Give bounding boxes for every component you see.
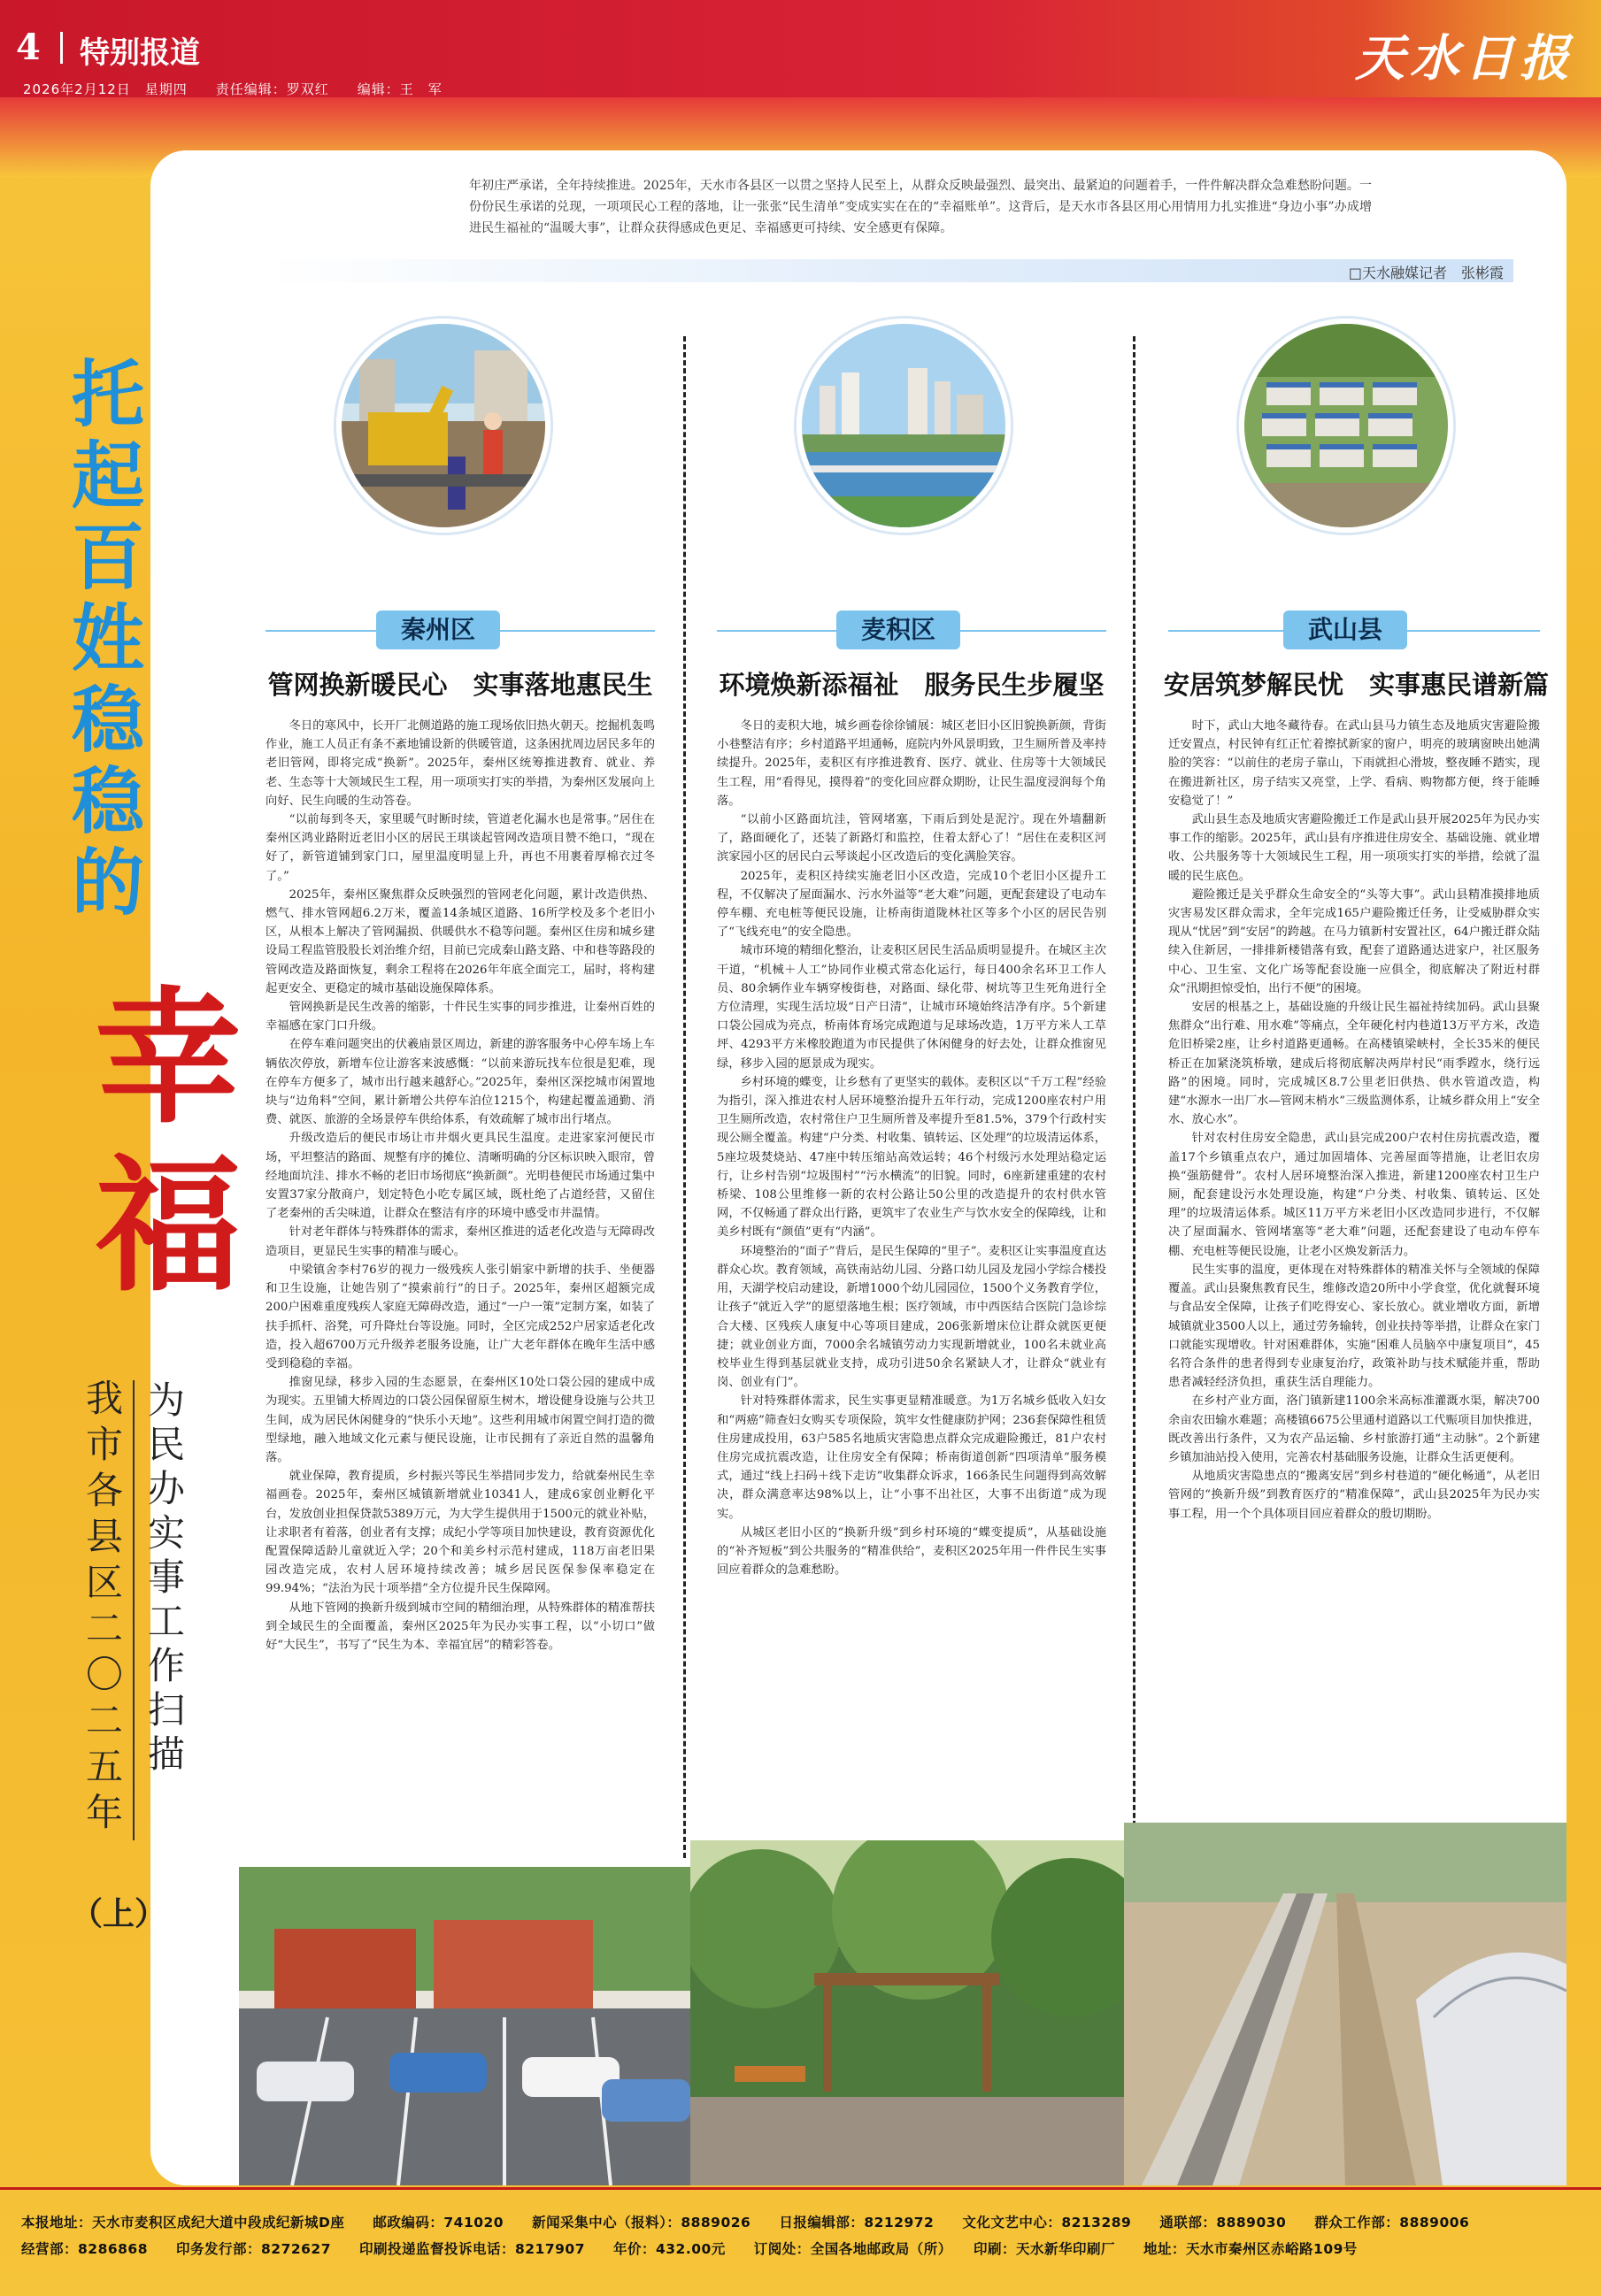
subtitle-right: 为民办实事工作扫描 <box>147 1378 185 1776</box>
photo-resettlement-village <box>1239 319 1453 533</box>
paragraph: 民生实事的温度，更体现在对特殊群体的精准关怀与全领域的保障覆盖。武山县聚焦教育民生，维修改造20所中小学食堂，优化就餐环境与食品安全保障，让孩子们吃得安心、家长放心。就业增收方面，新增城镇就业3500人以上，通过劳务输转，创业扶持等举措，让群众在家门口就能实现增收。针对困难群体，实施“困难人员脑卒中康复项目”，45名符合条件的患者得到专业康复治疗，政策补助与技术赋能并重，帮助患者减轻经济负担，重获生活自理能力。 <box>1168 1263 1540 1390</box>
paragraph: 乡村环境的蝶变，让乡愁有了更坚实的载体。麦积区以“千万工程”经验为指引，深入推进农村人居环境整治提升五年行动，完成1200座农村户用卫生厕所改造，农村常住户卫生厕所普及率提升至81.5%，379个行政村实现公厕全覆盖。构建“户分类、村收集、镇转运、区处理”的垃圾清运体系，5座垃圾焚烧站、47座中转压缩站高效运转；46个村级污水处理站稳定运行，让乡村告别“垃圾围村”“污水横流”的旧貌。同时，6座新建重建的农村桥梁、108公里维修一新的农村公路让50公里的改造提升的农村供水管网，不仅畅通了群众出行路，更筑牢了农业生产与饮水安全的保障线，让和美乡村既有“颜值”更有“内涵”。 <box>717 1075 1106 1240</box>
article-title: 管网换新暖民心 实事落地惠民生 <box>267 670 653 700</box>
byline-bar <box>266 259 1513 282</box>
vertical-headline: 托起百姓稳稳的 <box>71 352 144 925</box>
paragraph: 就业保障，教育提质，乡村振兴等民生举措同步发力，给就秦州民生幸福画卷。2025年，秦州区城镇新增就业10341人，建成6家创业孵化平台，发放创业担保贷款5389万元，为大学生提供用于1500元的就业补贴，让求职者有着落，创业者有支撑；成纪小学等项目加快建设，教育资源优化配置保障适龄儿童就近入学；20个和美乡村示范村建成，118万亩老旧果园改造完成，农村人居环境持续改善；城乡居民医保参保率稳定在99.94%；“法治为民十项举措”全方位提升民生保障网。 <box>266 1470 655 1596</box>
paragraph: 冬日的麦积大地，城乡画卷徐徐铺展：城区老旧小区旧貌换新颜，背街小巷整洁有序；乡村道路平坦通畅，庭院内外风景明致，卫生厕所普及率持续提升。2025年，麦积区有序推进教育、医疗、就业、住房等十大领域民生工程，用“看得见，摸得着”的变化回应群众期盼，让民生温度浸润每个角落。 <box>717 719 1106 808</box>
region-tab-wushan: 武山县 <box>1283 610 1407 649</box>
photo-pipe-construction <box>336 319 550 533</box>
paragraph: 针对老年群体与特殊群体的需求，秦州区推进的适老化改造与无障碍改造项目，更显民生实事的精准与暖心。 <box>266 1225 655 1258</box>
article-body-wushan <box>1168 717 1540 1849</box>
paragraph: 针对特殊群体需求，民生实事更显精准暖意。为1万名城乡低收入妇女和“两癌”筛查妇女购买专项保险，筑牢女性健康防护网；236套保障性租赁住房建成投用，63户585名地质灾害隐患点群众完成避险搬迁，81户农村住房完成抗震改造，让住房安全有保障；桥南街道创新“四项清单”服务模式，通过“线上扫码＋线下走访”收集群众诉求，166条民生问题得到高效解决，群众满意率达98%以上，让“小事不出社区，大事不出街道”成为现实。 <box>717 1394 1106 1521</box>
paragraph: 管网换新是民生改善的缩影，十件民生实事的同步推进，让秦州百姓的幸福感在家门口升级。 <box>266 1001 655 1033</box>
photo-irrigation-canal <box>1124 1823 1566 2185</box>
article-title: 安居筑梦解民忧 实事惠民谱新篇 <box>1164 670 1550 700</box>
paragraph: 推窗见绿，移步入园的生态愿景，在秦州区10处口袋公园的建成中成为现实。五里铺大桥周边的口袋公园保留原生树木，增设健身设施与公共卫生间，成为居民休闲健身的“快乐小天地”。这些利用城市闲置空间打造的微型绿地，融入地域文化元素与便民设施，让市民拥有了亲近自然的温馨角落。 <box>266 1376 655 1464</box>
headline-happiness: 幸福 <box>95 971 242 1311</box>
article-body-maiji <box>717 717 1106 1849</box>
region-tab-qinzhou: 秦州区 <box>376 610 500 649</box>
paragraph: 针对农村住房安全隐患，武山县完成200户农村住房抗震改造，覆盖17个乡镇重点农户，通过加固墙体、完善屋面等措施，让老旧农房换“强筋健骨”。农村人居环境整治深入推进，新建1200座农村卫生户厕，配套建设污水处理设施，构建“户分类、村收集、镇转运、区处理”的垃圾清运体系。城区11万平方米老旧小区改造同步进行，不仅解决了屋面漏水、管网堵塞等“老大难”问题，还配套建设了电动车停车棚、充电桩等便民设施，让老小区焕发新活力。 <box>1168 1132 1540 1258</box>
byline: □天水融媒记者 张彬霞 <box>1348 265 1504 281</box>
paragraph: 安居的根基之上，基础设施的升级让民生福祉持续加码。武山县聚焦群众“出行难、用水难”等痛点，全年硬化村内巷道13万平方米，改造危旧桥梁2座，让乡村道路更通畅。在高楼镇梁峡村，全长35米的便民桥正在加紧浇筑桥墩，建成后将彻底解决两岸村民“雨季蹚水，绕行远路”的困境。同时，完成城区8.7公里老旧供热、供水管道改造，构建“水源水一出厂水—管网末梢水”三级监测体系，让城乡群众用上“安全水、放心水”。 <box>1168 1001 1540 1127</box>
paragraph: “以前小区路面坑洼，管网堵塞，下雨后到处是泥泞。现在外墙翻新了，路面硬化了，还装了新路灯和监控，住着太舒心了！”居住在麦积区河滨家园小区的居民白云琴谈起小区改造后的变化满脸笑容。 <box>717 813 1106 864</box>
paragraph: 在停车难问题突出的伏羲庙景区周边，新建的游客服务中心停车场上车辆依次停放，新增车位让游客来波感慨：“以前来游玩找车位很是犯难，现在停车方便多了，城市出行越来越舒心。”2025年，秦州区深挖城市闲置地块与“边角料”空间，累计新增公共停车泊位1215个，构建起覆盖通勤、消费、就医、旅游的全场景停车供给体系，有效疏解了城市出行堵点。 <box>266 1038 655 1127</box>
date-editor-line: 2026年2月12日 星期四 责任编辑：罗双红 编辑：王 军 <box>23 81 443 97</box>
article-title: 环境焕新添福祉 服务民生步履坚 <box>719 670 1105 700</box>
header-divider <box>60 32 63 64</box>
paragraph: 2025年，秦州区聚焦群众反映强烈的管网老化问题，累计改造供热、燃气、排水管网超6.2万米，覆盖14条城区道路、16所学校及多个老旧小区，从根本上解决了管网漏损、供暖供水不稳等问题。秦州区住房和城乡建设局工程监管股股长刘治维介绍，目前已完成秦山路支路、中和巷等路段的管网改造及路面恢复，剩余工程将在2026年年底全面完工，届时，将构建起更安全、更稳定的城市基础设施保障体系。 <box>266 887 655 995</box>
paragraph: 在乡村产业方面，洛门镇新建1100余米高标准灌溉水渠，解决700余亩农田输水难题；高楼镇6675公里通村道路以工代赈项目加快推进，既改善出行条件，又为农产品运输、乡村旅游打通“主动脉”。2个新建乡镇加油站投入使用，完善农村基础服务设施，让群众生活更便利。 <box>1168 1394 1540 1464</box>
part-label: （上） <box>71 1896 167 1932</box>
photo-parking-lot <box>239 1867 690 2185</box>
subtitle-left: 我市各县区二〇二五年 <box>85 1377 123 1834</box>
article-body-qinzhou <box>266 717 655 1849</box>
page-number: 4 <box>16 27 41 68</box>
paragraph: 武山县生态及地质灾害避险搬迁工作是武山县开展2025年为民办实事工作的缩影。2025年，武山县有序推进住房安全、基础设施、就业增收、公共服务等十大领域民生工程，用一项项实打实的举措，绘就了温暖的民生底色。 <box>1168 813 1540 883</box>
subtitle-divider <box>133 1380 135 1840</box>
paragraph: 中梁镇舍李村76岁的视力一级残疾人张引娟家中新增的扶手、坐便器和卫生设施，让她告别了“摸索前行”的日子。2025年，秦州区超额完成200户困难重度残疾人家庭无障碍改造，通过“一户一策”定制方案，如装了扶手抓杆、浴凳，可升降灶台等设施。同时，全区完成252户居家适老化改造，投入超6700万元升级养老服务设施，让广大老年群体在晚年生活中感受到稳稳的幸福。 <box>266 1263 655 1371</box>
paragraph: 升级改造后的便民市场让市井烟火更具民生温度。走进家家河便民市场，平坦整洁的路面、规整有序的摊位、清晰明确的分区标识映入眼帘，曾经地面坑洼、排水不畅的老旧市场彻底“换新颜”。光明巷便民市场通过集中安置37家分散商户，划定特色小吃专属区域，既杜绝了占道经营，又留住了老秦州的舌尖味道，让群众在整洁有序的环境中感受市井温情。 <box>266 1132 655 1221</box>
paragraph: 避险搬迁是关乎群众生命安全的“头等大事”。武山县精准摸排地质灾害易发区群众需求，全年完成165户避险搬迁任务，让受威胁群众实现从“忧居”到“安居”的跨越。在马力镇新村安置社区，64户搬迁群众陆续入住新居，一排排新楼错落有致，配套了道路通达进家户，社区服务中心、卫生室、文化广场等配套设施一应俱全，彻底解决了附近村群众“汛期担惊受怕，出行不便”的困境。 <box>1168 887 1540 995</box>
photo-city-river <box>797 319 1011 533</box>
paragraph: 冬日的寒风中，长开厂北侧道路的施工现场依旧热火朝天。挖掘机轰鸣作业，施工人员正有条不紊地铺设新的供暖管道，这条困扰周边居民多年的老旧管网，即将完成“换新”。2025年，秦州区统筹推进教育、就业、养老、生态等十大领域民生工程，用一项项实打实的举措，为秦州区发展向上向好、民生向暖的生动答卷。 <box>266 719 655 808</box>
footer-contact-line: 本报地址：天水市麦积区成纪大道中段成纪新城D座 邮政编码：741020 新闻采集中心（报料）：8889026 日报编辑部：8212972 文化文艺中心：8213289 通联部：8889030 群众工作部：8889006 <box>21 2215 1470 2231</box>
paragraph: 从地下管网的换新升级到城市空间的精细治理，从特殊群体的精准帮扶到全域民生的全面覆盖，秦州区2025年为民办实事工程，以“小切口”做好“大民生”，书写了“民生为本、幸福宜居”的精彩答卷。 <box>266 1601 655 1652</box>
paragraph: 环境整治的“面子”背后，是民生保障的“里子”。麦积区让实事温度直达群众心坎。教育领域，高铁南站幼儿园、分路口幼儿园及龙园小学综合楼投用，天湖学校启动建设，新增1000个幼儿园园位，1500个义务教育学位，让孩子“就近入学”的愿望落地生根；医疗领域，市中西医结合医院门急诊综合大楼、区残疾人康复中心等项目建成，206张新增床位让群众就医更便捷；就业创业方面，7000余名城镇劳动力实现新增就业，100名未就业高校毕业生得到基层就业支持，成功引进50余名紧缺人才，让群众“就业有岗、创业有门”。 <box>717 1244 1106 1390</box>
region-tab-maiji: 麦积区 <box>836 610 960 649</box>
column-separator <box>683 336 686 1858</box>
footer-rule <box>0 2187 1601 2190</box>
intro-paragraph: 年初庄严承诺，全年持续推进。2025年，天水市各县区一以贯之坚持人民至上，从群众反映最强烈、最突出、最紧迫的问题着手，一件件解决群众急难愁盼问题。一份份民生承诺的兑现，一项项民心工程的落地，让一张张“民生清单”变成实实在在的“幸福账单”。这背后，是天水市各县区用心用情用力扎实推进“身边小事”办成增进民生福祉的“温暖大事”，让群众获得感成色更足、幸福感更可持续、安全感更有保障。 <box>469 179 1372 235</box>
newspaper-masthead: 天水日报 <box>1355 29 1574 88</box>
column-separator <box>1133 336 1135 1858</box>
paragraph: 时下，武山大地冬藏待春。在武山县马力镇生态及地质灾害避险搬迁安置点，村民钟有红正忙着擦拭新家的窗户，明亮的玻璃窗映出她满脸的笑容：“以前住的老房子靠山，下雨就担心滑坡，整夜睡不踏实，现在搬进新社区，房子结实又亮堂，上学、看病、购物都方便，终于能睡安稳觉了！” <box>1168 719 1540 808</box>
photo-park-pavilion <box>690 1840 1124 2185</box>
paragraph: 2025年，麦积区持续实施老旧小区改造，完成10个老旧小区提升工程，不仅解决了屋面漏水、污水外溢等“老大难”问题，更配套建设了电动车停车棚、充电桩等便民设施，让桥南街道陇林社区等多个小区的居民告别了“飞线充电”的安全隐患。 <box>717 869 1106 940</box>
footer-print-line: 经营部：8286868 印务发行部：8272627 印刷投递监督投诉电话：8217907 年价：432.00元 订阅处：全国各地邮政局（所） 印刷：天水新华印刷厂 地址：天水市秦州区赤峪路109号 <box>21 2241 1358 2257</box>
section-name: 特别报道 <box>80 35 200 71</box>
paragraph: 从城区老旧小区的“换新升级”到乡村环境的“蝶变提质”，从基础设施的“补齐短板”到公共服务的“精准供给”，麦积区2025年用一件件民生实事回应着群众的急难愁盼。 <box>717 1525 1106 1578</box>
paragraph: “以前每到冬天，家里暖气时断时续，管道老化漏水也是常事。”居住在秦州区鸿业路附近老旧小区的居民王琪谈起管网改造项目赞不绝口，“现在好了，新管道铺到家门口，屋里温度明显上升，再也不用裹着厚棉衣过冬了。” <box>266 813 655 883</box>
paragraph: 城市环境的精细化整治，让麦积区居民生活品质明显提升。在城区主次干道，“机械＋人工”协同作业模式常态化运行，每日400余名环卫工作人员、80余辆作业车辆穿梭街巷，对路面、绿化带、树坑等卫生死角进行全方位清理，实现生活垃圾“日产日清”，让城市环境始终洁净有序。5个新建口袋公园成为亮点，桥南体育场完成跑道与足球场改造，1万平方米人工草坪、4293平方米橡胶跑道为市民提供了休闲健身的好去处，让群众推窗见绿，移步入园的愿景成为现实。 <box>717 944 1106 1071</box>
paragraph: 从地质灾害隐患点的“搬离安居”到乡村巷道的“硬化畅通”，从老旧管网的“换新升级”到教育医疗的“精准保障”，武山县2025年为民办实事工程，用一个个具体项目回应着群众的殷切期盼。 <box>1168 1470 1540 1521</box>
